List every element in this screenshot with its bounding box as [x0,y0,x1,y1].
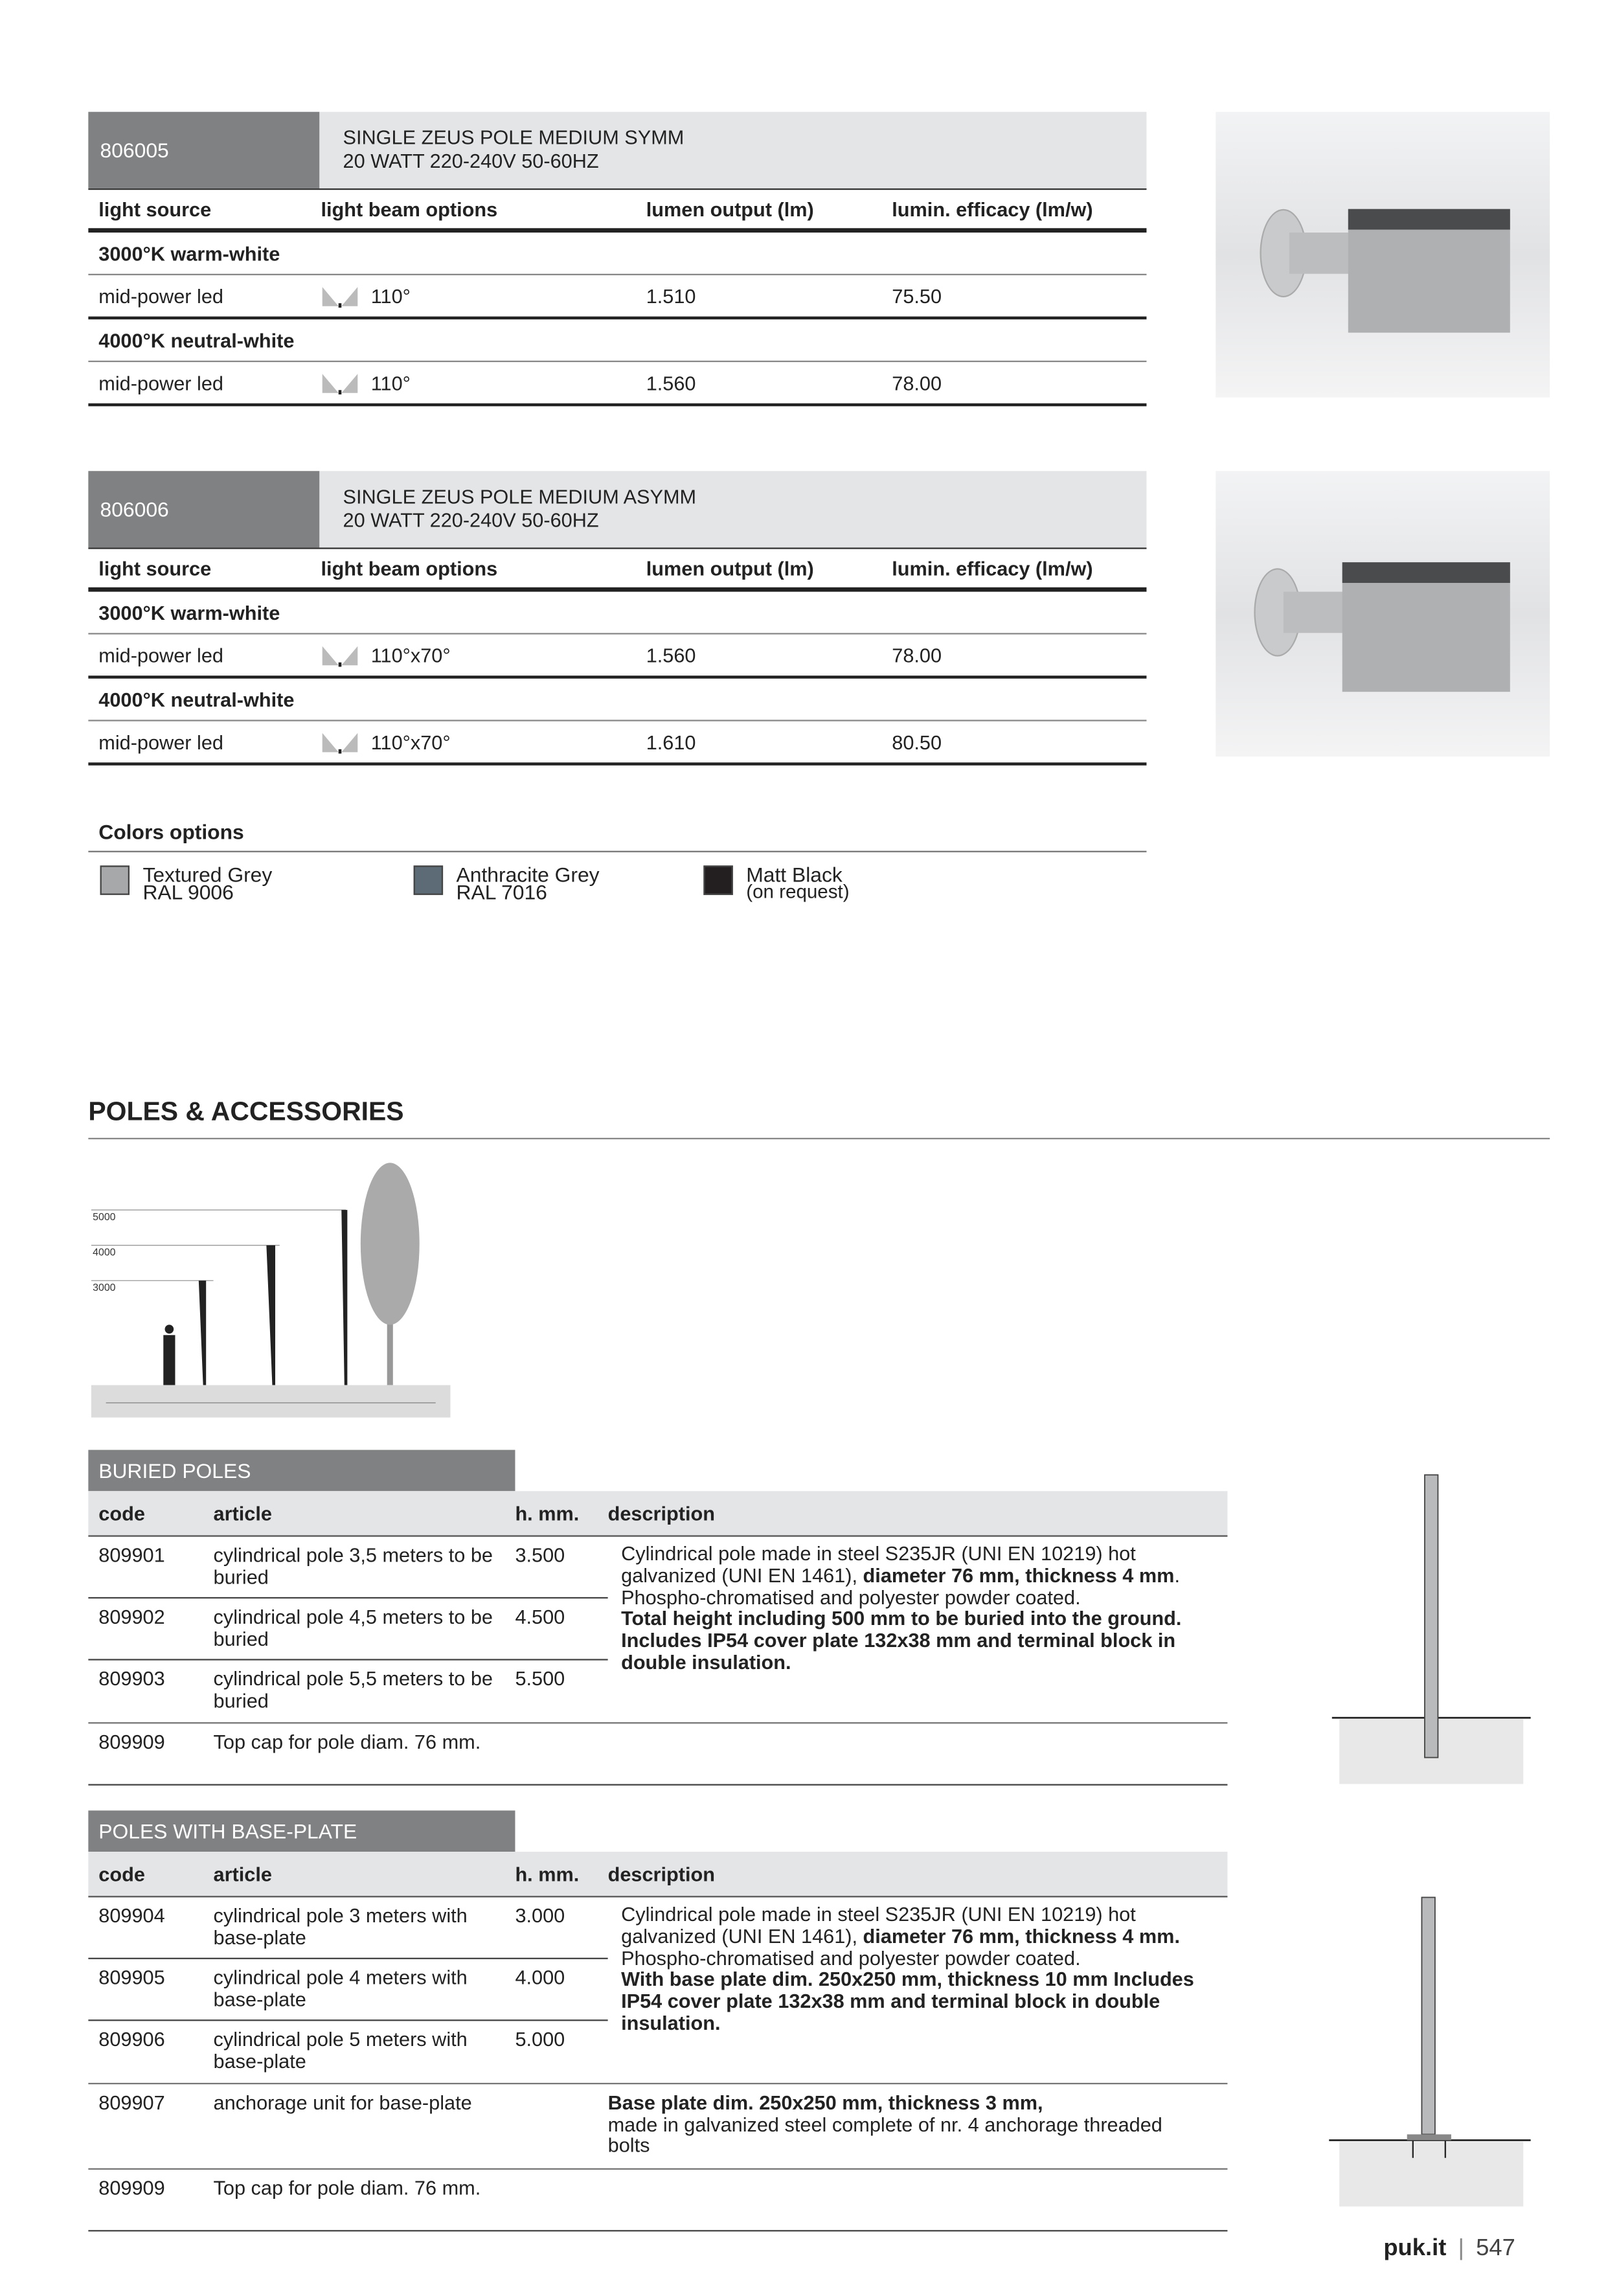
col-efficacy: lumin. efficacy (lm/w) [892,557,1093,580]
height-mm: 3.000 [515,1904,565,1927]
table-row [88,1598,607,1660]
table-row [88,722,1146,766]
divider [88,851,1146,852]
beam-angle-icon [321,371,359,394]
col-beam: light beam options [321,557,498,580]
efficacy: 80.50 [892,731,942,753]
color-temperature-group: 4000°K neutral-white [88,679,1146,722]
footer-separator: | [1458,2236,1464,2261]
color-swatch [414,865,443,894]
beam-angle: 110°x70° [370,644,451,666]
table-row [88,2084,1227,2170]
light-source: mid-power led [98,644,223,666]
color-code: (on request) [746,880,850,903]
level-label-3000: 3000 [93,1282,116,1294]
color-option-matt-black [703,862,850,903]
color-option-anthracite-grey [414,862,600,904]
colors-title: Colors options [98,819,244,844]
article: cylindrical pole 5 meters with base-plate [213,2028,468,2072]
article: cylindrical pole 3 meters with base-plate [213,1904,468,1948]
buried-pole-drawing [1324,1472,1538,1789]
color-temperature-group: 3000°K warm-white [88,592,1146,635]
article: anchorage unit for base-plate [213,2091,472,2114]
col-header: description [607,1502,715,1525]
table-row [88,1723,1227,1785]
product-name: SINGLE ZEUS POLE MEDIUM SYMM [343,126,685,149]
baseplate-poles-table [88,1810,1227,2231]
col-lumen: lumen output (lm) [646,198,814,220]
color-swatch [100,865,130,894]
divider [88,1138,1550,1139]
code: 809901 [98,1544,165,1567]
desc-bold: Total height including 500 mm to be buried into the ground. Includes IP54 cover plate 132x38 mm and terminal block in double insulation. [621,1608,1182,1674]
product-photo-asymm [1216,471,1550,756]
col-header: article [213,1502,272,1525]
description [621,1544,1217,1675]
column-headers [88,1852,1227,1897]
height-mm: 4.500 [515,1606,565,1628]
color-option-textured-grey [100,862,273,904]
light-source: mid-power led [98,371,223,394]
desc-text: made in galvanized steel complete of nr. 4 anchorage threaded bolts [607,2113,1162,2157]
col-beam: light beam options [321,198,498,220]
desc-text: Phospho-chromatised and polyester powder coated. [621,1586,1081,1609]
code: 809909 [98,1731,165,1753]
buried-poles-table [88,1450,1227,1786]
desc-bold: diameter 76 mm, thickness 4 mm [863,1564,1175,1587]
lumen-output: 1.560 [646,644,696,666]
beam-angle: 110° [370,371,411,394]
product-photo-symm [1216,112,1550,398]
col-lumen: lumen output (lm) [646,557,814,580]
height-mm: 3.500 [515,1544,565,1567]
product-code: 806006 [88,471,319,547]
color-swatch [703,865,732,894]
height-mm: 5.000 [515,2028,565,2051]
color-name: Anthracite Grey [456,862,600,887]
table-title: POLES WITH BASE-PLATE [88,1810,515,1852]
efficacy: 78.00 [892,371,942,394]
article: cylindrical pole 3,5 meters to be buried [213,1544,493,1588]
lumen-output: 1.610 [646,731,696,753]
efficacy: 75.50 [892,284,942,307]
color-code: RAL 9006 [142,880,234,904]
product-table-806006 [88,471,1146,766]
article: cylindrical pole 4,5 meters to be buried [213,1606,493,1650]
product-spec: 20 WATT 220-240V 50-60HZ [343,509,599,532]
lumen-output: 1.560 [646,371,696,394]
efficacy: 78.00 [892,644,942,666]
footer [1383,2236,1515,2262]
desc-text: Phospho-chromatised and polyester powder coated. [621,1946,1081,1969]
code: 809909 [98,2177,165,2199]
color-temperature-group: 4000°K neutral-white [88,319,1146,362]
product-header [88,471,1146,549]
desc-bold: With base plate dim. 250x250 mm, thickness 10 mm Includes IP54 cover plate 132x38 mm and terminal block in double insulation. [621,1968,1194,2034]
beam-angle-icon [321,730,359,753]
table-row [88,1898,607,1959]
height-mm: 4.000 [515,1966,565,1989]
table-title: BURIED POLES [88,1450,515,1492]
table-row [88,1959,607,2021]
article: Top cap for pole diam. 76 mm. [213,1731,481,1753]
level-label-4000: 4000 [93,1247,116,1258]
article: cylindrical pole 5,5 meters to be buried [213,1667,493,1712]
baseplate-pole-drawing [1324,1891,1538,2208]
beam-angle-icon [321,284,359,308]
col-header: description [607,1863,715,1885]
table-row [88,362,1146,406]
desc-bold: Base plate dim. 250x250 mm, thickness 3 mm, [607,2091,1043,2114]
desc-text: . [1174,1564,1181,1587]
product-code: 806005 [88,112,319,188]
column-headers [88,1491,1227,1536]
color-code: RAL 7016 [456,880,547,904]
col-header: h. mm. [515,1502,580,1525]
table-row [88,635,1146,679]
article: Top cap for pole diam. 76 mm. [213,2177,481,2199]
product-table-806005 [88,112,1146,407]
person-icon [163,1324,175,1385]
tree-icon [361,1163,420,1385]
desc-text: Cylindrical pole made in steel S235JR (UNI EN 10219) hot galvanized (UNI EN 1461), [621,1542,1136,1587]
code: 809902 [98,1606,165,1628]
color-temperature-group: 3000°K warm-white [88,233,1146,275]
pole-height-diagram [88,1155,456,1420]
beam-angle-icon [321,643,359,666]
article: cylindrical pole 4 meters with base-plate [213,1966,468,2010]
code: 809903 [98,1667,165,1690]
color-name: Matt Black [746,862,843,887]
column-headers [88,549,1146,592]
table-row [88,2170,1227,2231]
col-header: h. mm. [515,1863,580,1885]
light-source: mid-power led [98,284,223,307]
description [621,1905,1217,2036]
color-name: Textured Grey [142,862,273,887]
site-name: puk.it [1383,2236,1447,2261]
col-light-source: light source [98,557,212,580]
lumen-output: 1.510 [646,284,696,307]
code: 809904 [98,1904,165,1927]
height-mm: 5.500 [515,1667,565,1690]
section-title: POLES & ACCESSORIES [88,1097,404,1126]
page-number: 547 [1476,2236,1515,2261]
col-efficacy: lumin. efficacy (lm/w) [892,198,1093,220]
code: 809906 [98,2028,165,2051]
column-headers [88,190,1146,233]
product-header [88,112,1146,190]
col-header: article [213,1863,272,1885]
col-header: code [98,1502,145,1525]
desc-text: Cylindrical pole made in steel S235JR (UNI EN 10219) hot galvanized (UNI EN 1461), [621,1903,1136,1948]
table-row [88,275,1146,319]
level-label-5000: 5000 [93,1212,116,1223]
table-row [88,1537,607,1598]
product-name: SINGLE ZEUS POLE MEDIUM ASYMM [343,485,697,508]
col-header: code [98,1863,145,1885]
product-spec: 20 WATT 220-240V 50-60HZ [343,150,599,172]
code: 809905 [98,1966,165,1989]
beam-angle: 110°x70° [370,731,451,753]
light-source: mid-power led [98,731,223,753]
desc-bold: diameter 76 mm, thickness 4 mm. [863,1925,1180,1948]
col-light-source: light source [98,198,212,220]
beam-angle: 110° [370,284,411,307]
code: 809907 [98,2091,165,2114]
